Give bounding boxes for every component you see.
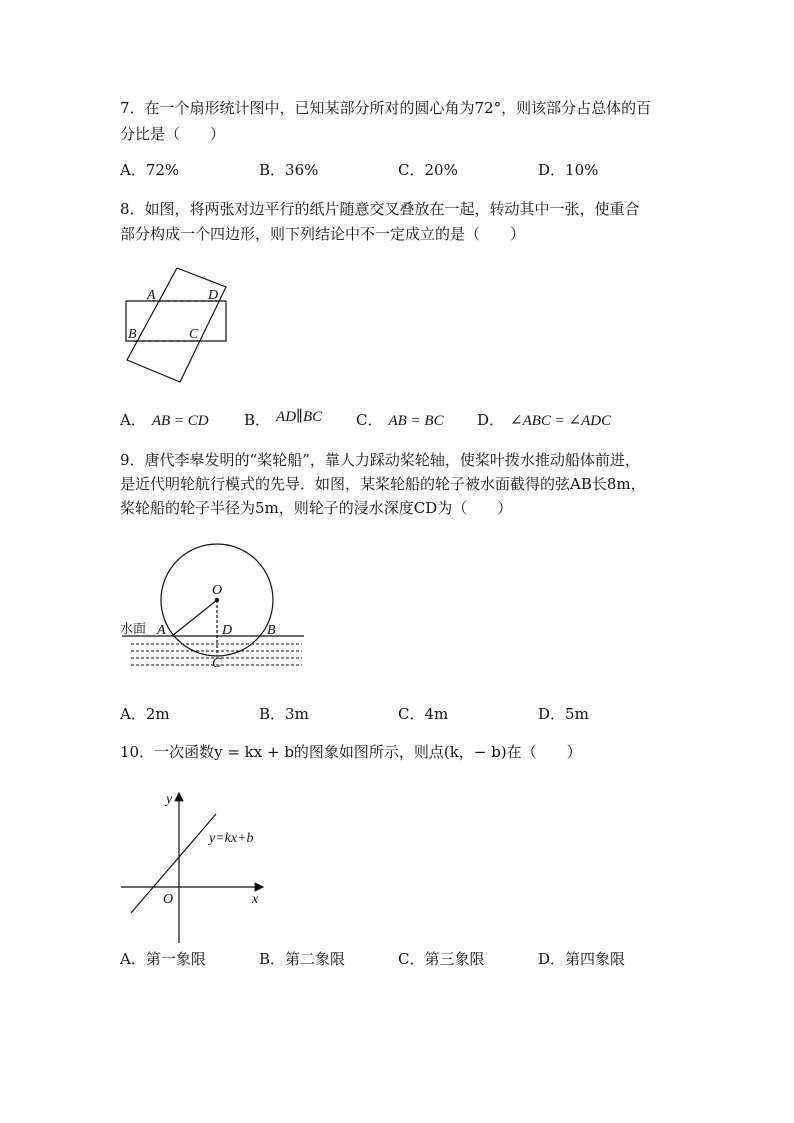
q7-option-d[interactable]: D．10% bbox=[538, 161, 599, 179]
q8-option-d-letter: D． bbox=[477, 411, 505, 429]
q8-label-d: D bbox=[208, 288, 219, 303]
q8-option-c-letter: C． bbox=[356, 411, 383, 429]
q9-option-c[interactable]: C．4m bbox=[398, 705, 449, 723]
q10-function-line bbox=[131, 814, 216, 913]
q8-option-b-letter: B． bbox=[244, 411, 271, 429]
q7-option-a[interactable]: A．72% bbox=[120, 161, 180, 179]
q8-label-b: B bbox=[128, 327, 137, 342]
q9-label-d: D bbox=[222, 623, 233, 638]
q9-label-b: B bbox=[267, 623, 276, 638]
q9-option-b[interactable]: B．3m bbox=[259, 705, 309, 723]
q7-option-b[interactable]: B．36% bbox=[259, 161, 319, 179]
q7-stem-line1: 7．在一个扇形统计图中，已知某部分所对的圆心角为72°，则该部分占总体的百 bbox=[120, 99, 652, 117]
q7-option-c[interactable]: C．20% bbox=[398, 161, 458, 179]
q10-option-b[interactable]: B．第二象限 bbox=[259, 950, 346, 968]
q8-option-d-expr: ∠ABC = ∠ADC bbox=[510, 413, 612, 429]
q8-label-a: A bbox=[147, 288, 156, 303]
q9-label-a: A bbox=[157, 623, 166, 638]
q8-option-b-expr: AD∥BC bbox=[276, 409, 323, 425]
q7-stem-line2: 分比是（ ） bbox=[120, 125, 226, 143]
q10-option-d[interactable]: D．第四象限 bbox=[538, 950, 626, 968]
q10-label-x: x bbox=[252, 892, 259, 907]
q9-stem-line2: 是近代明轮航行模式的先导．如图，某桨轮船的轮子被水面截得的弦AB长8m， bbox=[120, 475, 646, 493]
q9-option-d[interactable]: D．5m bbox=[538, 705, 589, 723]
q9-stem-line1: 9．唐代李皋发明的“桨轮船”，靠人力踩动桨轮轴，使桨叶拨水推动船体前进， bbox=[120, 451, 640, 469]
q8-label-c: C bbox=[189, 327, 199, 342]
q8-stem-line1: 8．如图，将两张对边平行的纸片随意交叉叠放在一起，转动其中一张，使重合 bbox=[120, 200, 640, 218]
q9-label-water: 水面 bbox=[120, 622, 147, 637]
q10-option-a[interactable]: A．第一象限 bbox=[120, 950, 206, 968]
q8-option-c-expr: AB = BC bbox=[388, 413, 444, 429]
q10-label-y: y bbox=[166, 792, 173, 807]
q9-label-o: O bbox=[212, 583, 223, 598]
q9-label-c: C bbox=[212, 656, 222, 671]
q8-stem-line2: 部分构成一个四边形，则下列结论中不一定成立的是（ ） bbox=[120, 225, 526, 243]
q10-stem-line1: 10．一次函数y = kx + b的图象如图所示，则点(k，− b)在（ ） bbox=[120, 743, 582, 761]
q8-option-a-letter: A． bbox=[120, 411, 146, 429]
q10-option-c[interactable]: C．第三象限 bbox=[398, 950, 485, 968]
q9-option-a[interactable]: A．2m bbox=[120, 705, 170, 723]
q8-option-a-expr: AB = CD bbox=[151, 413, 209, 429]
q10-label-equation: y=kx+b bbox=[209, 831, 254, 846]
q10-label-origin: O bbox=[163, 892, 174, 907]
q9-stem-line3: 桨轮船的轮子半径为5m，则轮子的浸水深度CD为（ ） bbox=[120, 499, 513, 517]
